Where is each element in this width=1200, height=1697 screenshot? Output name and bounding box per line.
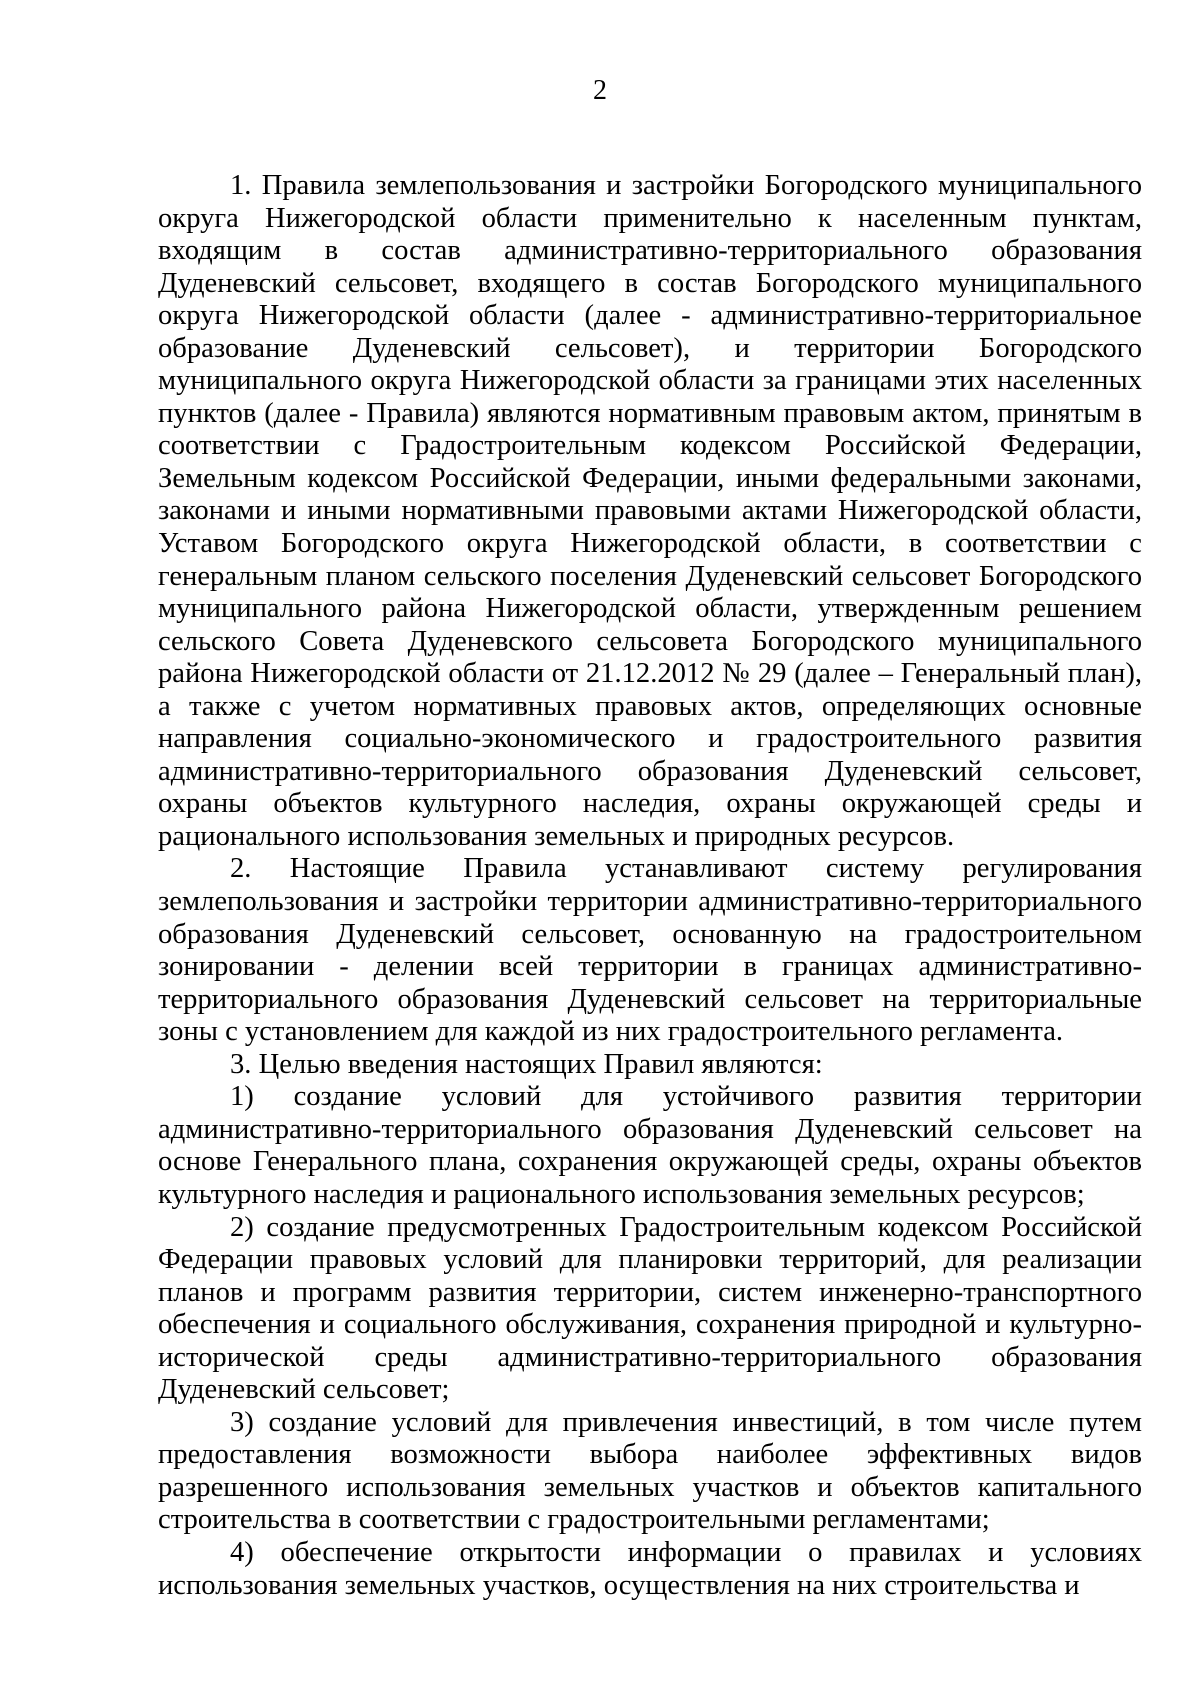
goal-item-1: 1) создание условий для устойчивого развития территории административно-территориального образования Дуденевский сельсовет на основе Генерального плана, сохранения окружающей среды, охраны объектов культурного наследия и рационального использования земельных ресурсов; xyxy=(158,1081,1142,1210)
goal-item-2: 2) создание предусмотренных Градостроительным кодексом Российской Федерации правовых условий для планировки территорий, для реализации планов и программ развития территории, систем инженерно-транспортного обеспечения и социального обслуживания, сохранения природной и культурно-исторической среды административно-территориального образования Дуденевский сельсовет; xyxy=(158,1211,1142,1406)
paragraph-1-rules-purpose: 1. Правила землепользования и застройки Богородского муниципального округа Нижегородской области применительно к населенным пунктам, входящим в состав административно-территориального образования Дуденевский сельсовет, входящего в состав Богородского муниципального округа Нижегородской области (далее - административно-территориальное образование Дуденевский сельсовет), и территории Богородского муниципального округа Нижегородской области за границами этих населенных пунктов (далее - Правила) являются нормативным правовым актом, принятым в соответствии с Градостроительным кодексом Российской Федерации, Земельным кодексом Российской Федерации, иными федеральными законами, законами и иными нормативными правовыми актами Нижегородской области, Уставом Богородского округа Нижегородской области, в соответствии с генеральным планом сельского поселения Дуденевский сельсовет Богородского муниципального района Нижегородской области, утвержденным решением сельского Совета Дуденевского сельсовета Богородского муниципального района Нижегородской области от 21.12.2012 № 29 (далее – Генеральный план), а также с учетом нормативных правовых актов, определяющих основные направления социально-экономического и градостроительного развития административно-территориального образования Дуденевский сельсовет, охраны объектов культурного наследия, охраны окружающей среды и рационального использования земельных и природных ресурсов. xyxy=(158,170,1142,852)
paragraph-3-goals-heading: 3. Целью введения настоящих Правил являются: xyxy=(230,1048,823,1080)
goal-item-3: 3) создание условий для привлечения инвестиций, в том числе путем предоставления возможности выбора наиболее эффективных видов разрешенного использования земельных участков и объектов капитального строительства в соответствии с градостроительными регламентами; xyxy=(158,1406,1142,1536)
document-body xyxy=(158,170,1142,1602)
page-number: 2 xyxy=(593,75,607,106)
goal-item-4: 4) обеспечение открытости информации о правилах и условиях использования земельных участков, осуществления на них строительства и xyxy=(158,1536,1142,1601)
paragraph-2-regulation-system: 2. Настоящие Правила устанавливают систему регулирования землепользования и застройки территории административно-территориального образования Дуденевский сельсовет, основанную на градостроительном зонировании - делении всей территории в границах административно-территориального образования Дуденевский сельсовет на территориальные зоны с установлением для каждой из них градостроительного регламента. xyxy=(158,853,1142,1048)
